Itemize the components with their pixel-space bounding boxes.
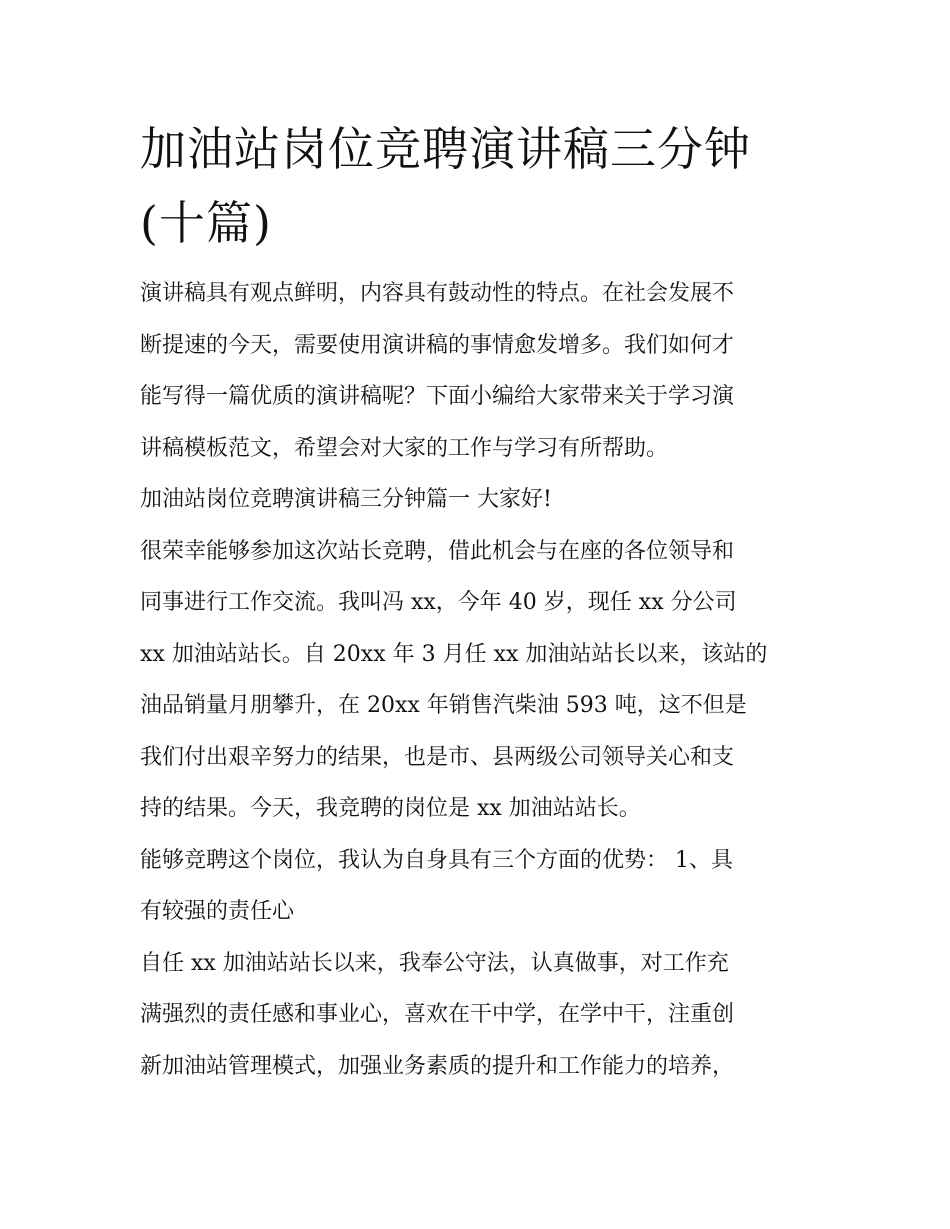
body-paragraph (140, 835, 820, 938)
text-line: 新加油站管理模式，加强业务素质的提升和工作能力的培养， (140, 1053, 735, 1079)
body-paragraph (140, 938, 820, 1093)
title-line: (十篇) (140, 196, 272, 250)
intro-paragraph (140, 268, 820, 474)
document-body (140, 268, 820, 1092)
section-heading-paragraph (140, 474, 820, 526)
text-line: 加油站岗位竞聘演讲稿三分钟篇一 大家好! (140, 487, 552, 512)
text-line: 很荣幸能够参加这次站长竞聘，借此机会与在座的各位领导和 (140, 538, 735, 564)
text-line: 同事进行工作交流。我叫冯 xx，今年 40 岁，现任 xx 分公司 (140, 590, 737, 615)
text-line: 我们付出艰辛努力的结果，也是市、县两级公司领导关心和支 (140, 744, 735, 770)
body-paragraph (140, 526, 820, 835)
text-line: 油品销量月朋攀升，在 20xx 年销售汽柴油 593 吨，这不但是 (140, 693, 747, 718)
text-line: 自任 xx 加油站站长以来，我奉公守法，认真做事，对工作充 (140, 950, 729, 976)
text-line: 演讲稿具有观点鲜明，内容具有鼓动性的特点。在社会发展不 (140, 281, 735, 306)
text-line: 能写得一篇优质的演讲稿呢？下面小编给大家带来关于学习演 (140, 384, 735, 409)
text-line: 断提速的今天，需要使用演讲稿的事情愈发增多。我们如何才 (140, 332, 735, 358)
text-line: 满强烈的责任感和事业心，喜欢在干中学，在学中干，注重创 (140, 1002, 735, 1027)
text-line: 有较强的责任心 (140, 899, 295, 924)
text-line: 能够竞聘这个岗位，我认为自身具有三个方面的优势： 1、具 (140, 847, 733, 873)
text-line: 讲稿模板范文，希望会对大家的工作与学习有所帮助。 (140, 435, 669, 461)
text-line: xx 加油站站长。自 20xx 年 3 月任 xx 加油站站长以来，该站的 (140, 641, 768, 667)
title-line: 加油站岗位竞聘演讲稿三分钟 (140, 122, 751, 176)
document-content (140, 112, 820, 1092)
text-line: 持的结果。今天，我竞聘的岗位是 xx 加油站站长。 (140, 796, 641, 821)
document-title (140, 112, 820, 260)
